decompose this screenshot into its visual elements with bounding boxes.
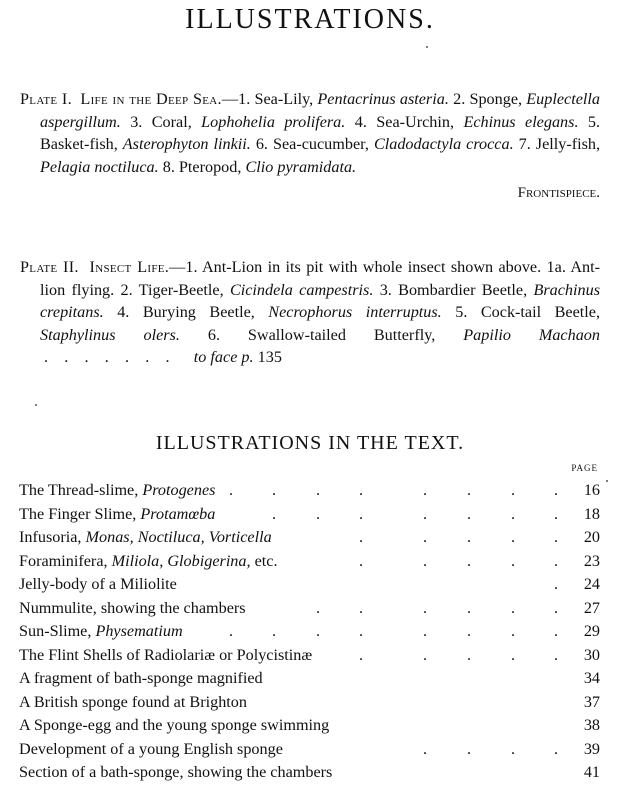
leader-dot: . bbox=[554, 481, 559, 499]
leader-dot: . bbox=[316, 622, 321, 640]
leader-dots bbox=[19, 503, 559, 527]
page-number: 23 bbox=[583, 551, 600, 570]
plate-2-leader-dots: . . . . . . . bbox=[40, 348, 190, 366]
plate-2-placement-page: 135 bbox=[257, 348, 282, 366]
plate-item-latin-name: Pentacrinus asteria. bbox=[317, 90, 449, 108]
illustration-caption: A British sponge found at Brighton bbox=[19, 692, 247, 711]
plate-2-placement-prefix: to face p. bbox=[193, 348, 254, 366]
plate-item-name: Cock-tail Beetle, bbox=[480, 303, 601, 321]
leader-dot: . bbox=[554, 598, 559, 617]
leader-dots bbox=[19, 620, 559, 644]
illustration-caption: The Thread-slime, bbox=[19, 481, 139, 499]
plate-item-latin-name: Pelagia noctiluca. bbox=[40, 157, 159, 176]
leader-dot: . bbox=[511, 481, 516, 499]
plate-item-name: Coral, bbox=[151, 112, 192, 131]
leader-dot: . bbox=[467, 504, 472, 523]
plate-item-latin-name: Cladodactyla crocca. bbox=[373, 135, 514, 153]
list-item bbox=[19, 667, 600, 691]
plate-2-label: Plate II. bbox=[20, 258, 79, 276]
leader-dots bbox=[19, 761, 559, 785]
plate-item-latin-name: Cicindela campestris. bbox=[229, 280, 374, 299]
leader-dot: . bbox=[467, 645, 472, 664]
illustration-latin-name: Physematium bbox=[95, 622, 183, 640]
list-item bbox=[19, 761, 600, 785]
plate-item-name: Bombardier Beetle, bbox=[398, 280, 528, 299]
plate-item-name: Ant-lion flying. bbox=[40, 258, 601, 299]
page-number: 27 bbox=[583, 598, 600, 617]
leader-dot: . bbox=[554, 645, 559, 664]
list-item bbox=[19, 691, 600, 715]
plate-item-number: 6. bbox=[255, 135, 268, 153]
list-item bbox=[19, 503, 600, 527]
plate-item-latin-name: Necrophorus interruptus. bbox=[268, 303, 442, 321]
leader-dot: . bbox=[272, 622, 277, 640]
plate-1-placement: Frontispiece. bbox=[517, 185, 600, 201]
plate-item-number: 8. bbox=[162, 157, 175, 176]
plate-item-latin-name: Clio pyramidata. bbox=[245, 157, 357, 176]
plate-1-paragraph: Plate I. Life in the Deep Sea.—1. Sea-Lily, Pentacrinus asteria. 2. Sponge, Euplectella aspergillum. 3. Coral, Lophohelia prolifera. 4. Sea-Urchin, Echinus elegans. 5. Basket-fish, Asterophyton linkii. 6. Sea-cucumber, Cladodactyla crocca. 7. Jelly-fish, Pelagia noctiluca. 8. Pteropod, Clio pyramidata. bbox=[20, 90, 601, 176]
illustration-latin-name: Protogenes bbox=[142, 481, 216, 499]
plate-item-latin-name: Brachinus crepitans. bbox=[40, 280, 601, 321]
leader-dot: . bbox=[554, 575, 559, 593]
leader-dot: . bbox=[359, 551, 364, 570]
leader-dot: . bbox=[554, 551, 559, 570]
page-number: 24 bbox=[583, 575, 600, 593]
leader-dots bbox=[19, 550, 559, 574]
leader-dot: . bbox=[423, 598, 428, 617]
leader-dot: . bbox=[423, 504, 428, 523]
illustration-caption: A fragment of bath-sponge magnified bbox=[19, 669, 263, 687]
paper-speck bbox=[35, 404, 37, 406]
illustration-caption: The Flint Shells of Radiolariæ or Polycistinæ bbox=[19, 645, 313, 664]
list-item bbox=[19, 550, 600, 574]
page-number: 20 bbox=[583, 528, 600, 546]
plate-1-heading: Life in the Deep Sea. bbox=[80, 90, 222, 108]
list-item bbox=[19, 644, 600, 668]
page-title: ILLUSTRATIONS. bbox=[185, 4, 435, 35]
paper-speck bbox=[426, 46, 428, 48]
plate-item-number: 3. bbox=[379, 280, 392, 299]
leader-dot: . bbox=[511, 645, 516, 664]
plate-item-latin-name: Euplectella aspergillum. bbox=[40, 90, 600, 131]
leader-dot: . bbox=[511, 504, 516, 523]
leader-dots bbox=[19, 573, 559, 597]
illustration-latin-name: Miliola, Globigerina, bbox=[111, 551, 251, 570]
page-number: 34 bbox=[583, 669, 600, 687]
leader-dot: . bbox=[316, 481, 321, 499]
illustration-caption: Development of a young English sponge bbox=[19, 739, 283, 758]
list-item bbox=[19, 479, 600, 503]
leader-dot: . bbox=[423, 481, 428, 499]
plate-item-number: 1a. bbox=[546, 258, 566, 276]
leader-dot: . bbox=[467, 622, 472, 640]
illustration-caption: Infusoria, bbox=[19, 528, 82, 546]
plate-item-number: 6. bbox=[207, 325, 220, 344]
page-number: 38 bbox=[583, 716, 600, 734]
plate-2-entry bbox=[20, 256, 600, 369]
page-number: 39 bbox=[583, 739, 600, 758]
page-number: 41 bbox=[583, 763, 600, 781]
plate-item-number: 5. bbox=[587, 112, 601, 131]
leader-dot: . bbox=[229, 622, 234, 640]
page-number: 16 bbox=[583, 481, 600, 499]
list-item bbox=[19, 573, 600, 597]
leader-dot: . bbox=[554, 504, 559, 523]
page-column-label: PAGE bbox=[571, 463, 598, 473]
plate-item-name: Basket-fish, bbox=[40, 135, 118, 153]
plate-item-number: 2. bbox=[120, 280, 133, 299]
leader-dot: . bbox=[511, 622, 516, 640]
leader-dots bbox=[19, 644, 559, 668]
page-number: 30 bbox=[583, 645, 600, 664]
leader-dot: . bbox=[316, 504, 321, 523]
plate-item-number: 5. bbox=[455, 303, 468, 321]
plate-item-number: 1. bbox=[185, 258, 198, 276]
leader-dots bbox=[19, 597, 559, 621]
list-item bbox=[19, 526, 600, 550]
illustration-latin-name: Protamœba bbox=[140, 504, 216, 523]
plate-item-name: Swallow-tailed Butterfly, bbox=[247, 325, 436, 344]
leader-dot: . bbox=[554, 622, 559, 640]
leader-dot: . bbox=[359, 622, 364, 640]
leader-dot: . bbox=[467, 739, 472, 758]
paper-speck bbox=[606, 480, 608, 482]
leader-dots bbox=[19, 526, 559, 550]
list-item bbox=[19, 738, 600, 762]
list-item bbox=[19, 597, 600, 621]
plate-item-name: Sea-cucumber, bbox=[272, 135, 369, 153]
leader-dots bbox=[19, 738, 559, 762]
illustration-caption: A Sponge-egg and the young sponge swimming bbox=[19, 716, 330, 734]
leader-dot: . bbox=[316, 598, 321, 617]
plate-item-latin-name: Staphylinus olers. bbox=[40, 325, 180, 344]
leader-dot: . bbox=[554, 739, 559, 758]
list-item bbox=[19, 620, 600, 644]
plate-item-number: 1. bbox=[238, 90, 251, 108]
list-item bbox=[19, 714, 600, 738]
plate-item-number: 4. bbox=[117, 303, 130, 321]
text-illustrations-heading: ILLUSTRATIONS IN THE TEXT. bbox=[155, 432, 465, 454]
plate-2-heading: Insect Life. bbox=[89, 258, 170, 276]
leader-dots bbox=[19, 667, 559, 691]
page-number: 29 bbox=[583, 622, 600, 640]
plate-item-latin-name: Lophohelia prolifera. bbox=[201, 112, 346, 131]
leader-dot: . bbox=[467, 551, 472, 570]
plate-item-name: Pteropod, bbox=[178, 157, 242, 176]
illustration-caption-suffix: etc. bbox=[254, 551, 278, 570]
plate-item-name: Jelly-fish, bbox=[535, 135, 601, 153]
leader-dot: . bbox=[511, 598, 516, 617]
illustration-caption: Foraminifera, bbox=[19, 551, 108, 570]
leader-dots bbox=[19, 714, 559, 738]
leader-dot: . bbox=[511, 551, 516, 570]
leader-dot: . bbox=[467, 598, 472, 617]
plate-item-latin-name: Asterophyton linkii. bbox=[122, 135, 251, 153]
leader-dot: . bbox=[467, 528, 472, 546]
illustration-latin-name: Monas, Noctiluca, Vorticella bbox=[85, 528, 272, 546]
plate-1-entry bbox=[20, 88, 600, 205]
plate-item-name: Ant-Lion in its pit with whole insect shown above. bbox=[201, 258, 542, 276]
illustration-caption: Nummulite, showing the chambers bbox=[19, 598, 246, 617]
leader-dots bbox=[19, 691, 559, 715]
leader-dot: . bbox=[423, 551, 428, 570]
plate-item-name: Tiger-Beetle, bbox=[138, 280, 224, 299]
page-number: 37 bbox=[583, 692, 600, 711]
leader-dot: . bbox=[359, 598, 364, 617]
leader-dot: . bbox=[359, 504, 364, 523]
plate-item-latin-name: Papilio Machaon bbox=[463, 325, 600, 344]
plate-item-number: 2. bbox=[453, 90, 466, 108]
page-number: 18 bbox=[583, 504, 600, 523]
plate-item-latin-name: Echinus elegans. bbox=[463, 112, 579, 131]
leader-dot: . bbox=[423, 739, 428, 758]
illustration-caption: The Finger Slime, bbox=[19, 504, 137, 523]
plate-item-name: Sponge, bbox=[469, 90, 523, 108]
leader-dot: . bbox=[423, 622, 428, 640]
leader-dot: . bbox=[511, 528, 516, 546]
leader-dot: . bbox=[229, 481, 234, 499]
leader-dot: . bbox=[423, 528, 428, 546]
illustration-caption: Jelly-body of a Miliolite bbox=[19, 575, 177, 593]
plate-item-number: 7. bbox=[518, 135, 531, 153]
plate-item-name: Sea-Urchin, bbox=[376, 112, 455, 131]
leader-dot: . bbox=[272, 481, 277, 499]
plate-item-name: Burying Beetle, bbox=[142, 303, 255, 321]
leader-dot: . bbox=[272, 504, 277, 523]
leader-dot: . bbox=[467, 481, 472, 499]
leader-dot: . bbox=[359, 645, 364, 664]
leader-dot: . bbox=[359, 528, 364, 546]
plate-item-name: Sea-Lily, bbox=[254, 90, 314, 108]
text-illustrations-list bbox=[19, 479, 600, 785]
plate-1-label: Plate I. bbox=[20, 90, 72, 108]
leader-dots bbox=[19, 479, 559, 503]
illustration-caption: Section of a bath-sponge, showing the chambers bbox=[19, 763, 333, 781]
leader-dot: . bbox=[359, 481, 364, 499]
illustration-caption: Sun-Slime, bbox=[19, 622, 92, 640]
leader-dot: . bbox=[423, 645, 428, 664]
plate-item-number: 3. bbox=[130, 112, 143, 131]
leader-dot: . bbox=[554, 528, 559, 546]
plate-item-number: 4. bbox=[354, 112, 367, 131]
leader-dot: . bbox=[511, 739, 516, 758]
plate-2-paragraph: Plate II. Insect Life.—1. Ant-Lion in its pit with whole insect shown above. 1a. Ant-lion flying. 2. Tiger-Beetle, Cicindela campestris. 3. Bombardier Beetle, Brachinus crepitans. 4. Burying Beetle, Necrophorus interruptus. 5. Cock-tail Beetle, Staphylinus olers. 6. Swallow-tailed Butterfly, Papilio Machaon . . . . . . . to face p. 135 bbox=[20, 258, 601, 366]
